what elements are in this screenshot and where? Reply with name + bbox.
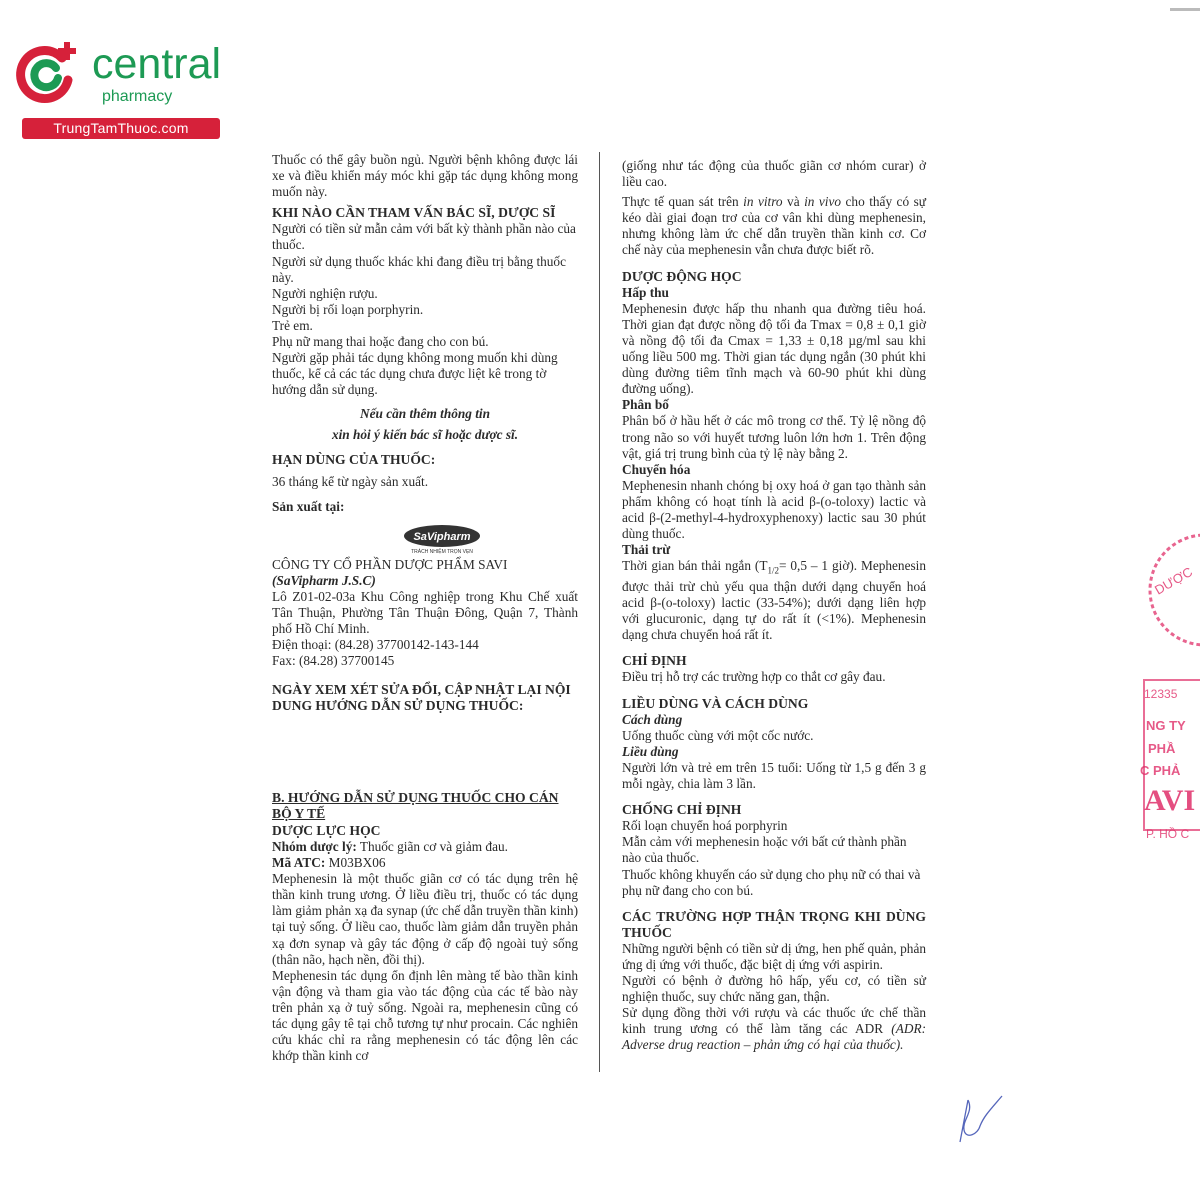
dose-text: Người lớn và trẻ em trên 15 tuổi: Uống từ 1,5 g đến 3 g mỗi ngày, chia làm 3 lần. <box>622 759 926 792</box>
atc-code <box>272 855 578 871</box>
company-name: CÔNG TY CỔ PHẦN DƯỢC PHẨM SAVI <box>272 556 508 572</box>
group-value: Thuốc giãn cơ và giảm đau. <box>356 839 508 854</box>
stamp-line: 12335 <box>1144 687 1178 701</box>
signature <box>950 1090 1010 1150</box>
contraindication-heading: CHỐNG CHỈ ĐỊNH <box>622 802 742 818</box>
caution-text: Sử dụng đồng thời với rượu và các thuốc ức chế thần kinh trung ương có thể làm tăng các ADR (ADR: Adverse drug reaction – phản ứng có hại của thuốc). <box>622 1005 926 1053</box>
distribution-heading: Phân bố <box>622 397 669 413</box>
contraindication-item: Thuốc không khuyến cáo sử dụng cho phụ nữ có thai và phụ nữ đang cho con bú. <box>622 866 921 898</box>
made-at-label: Sản xuất tại: <box>272 498 345 514</box>
metabolism-text: Mephenesin nhanh chóng bị oxy hoá ở gan tạo thành sản phẩm không có hoạt tính là acid β-(o-toloxy) lactic và acid β-(2-methyl-4-hydroxyphenoxy) lactic sau 30 phút dùng thuốc. <box>622 477 926 542</box>
dosage-heading: LIỀU DÙNG VÀ CÁCH DÙNG <box>622 695 809 711</box>
stamp-line: P. HỒ C <box>1146 827 1190 840</box>
consult-item: Người bị rối loạn porphyrin. <box>272 301 424 317</box>
stamp-line: C PHẢ <box>1140 763 1181 778</box>
atc-value: M03BX06 <box>325 855 386 871</box>
elimination-text: Thời gian bán thải ngắn ($T_{1/2}= 0,5 - 1$ giờ). Mephenesin được thải trừ chủ yếu qua thận dưới dạng chuyển hoá acid β-(o-toloxy) lactic (33-54%); dưới dạng liên hợp với glucuronic, dạng tự do rất ít (<1%). Mephenesin dạng chưa chuyển hoá rất ít. <box>622 558 926 643</box>
expiry-text: 36 tháng kể từ ngày sản xuất. <box>272 473 429 489</box>
stamp-top-text: DƯỢC <box>1152 564 1196 598</box>
caution-text: Những người bệnh có tiền sử dị ứng, hen phế quản, phản ứng dị ứng với thuốc, đặc biệt dị ứng với aspirin. <box>622 940 926 972</box>
company-phone: Điện thoại: (84.28) 37700142-143-144 <box>272 637 479 653</box>
pharmacodynamics-continued: (giống như tác động của thuốc giãn cơ nhóm curar) ở liều cao. <box>622 158 926 190</box>
pharmacodynamics-paragraph: Mephenesin là một thuốc giãn cơ có tác dụng trên hệ thần kinh trung ương. Ở liều điều trị, thuốc có tác dụng làm giảm phản xạ đa synap (ức chế dẫn truyền thần kinh) tại tuỷ sống. Ở liều cao, thuốc làm giảm dẫn truyền phản xạ đơn synap và gây tác động ở cấp độ ngoài tuỷ sống (thân não, hạch nền, đồi thị). <box>272 871 578 967</box>
consult-item: Người có tiền sử mẫn cảm với bất kỳ thành phần nào của thuốc. <box>272 221 576 253</box>
caution-heading: CÁC TRƯỜNG HỢP THẬN TRỌNG KHI DÙNG THUỐC <box>622 908 926 940</box>
pharmacodynamics-paragraph: Mephenesin tác dụng ổn định lên màng tế bào thần kinh vận động và tham gia vào tác động của các tế bào này trên phản xạ ở tuỷ sống. Ngoài ra, mephenesin cũng có tác dụng gây tê tại chỗ tương tự như procain. Các nghiên cứu khác chỉ ra rằng mephenesin có tác động lên các khớp thần kinh cơ <box>272 967 578 1064</box>
brand-logo <box>10 38 220 138</box>
group-label: Nhóm dược lý: <box>272 839 357 854</box>
contraindication-item: Mẫn cảm với mephenesin hoặc với bất cứ thành phần nào của thuốc. <box>622 834 907 866</box>
stamp-line: PHẦ <box>1148 741 1176 756</box>
consult-item: Người nghiện rượu. <box>272 285 378 301</box>
brand-name: central <box>92 40 222 88</box>
company-stamp <box>1130 520 1200 840</box>
brand-subtitle: pharmacy <box>102 88 173 105</box>
distribution-text: Phân bố ở hầu hết ở các mô trong cơ thể. Tỷ lệ nồng độ trong não so với huyết tương luôn lớn hơn 1. Trên động vật, giá trị trung bình của tỷ lệ này bằng 2. <box>622 413 926 461</box>
consult-item: Trẻ em. <box>272 317 313 333</box>
expiry-heading: HẠN DÙNG CỦA THUỐC: <box>272 451 436 467</box>
in-vitro-paragraph: Thực tế quan sát trên in vitro và in vivo cho thấy có sự kéo dài giai đoạn trơ của cơ vân khi dùng mephenesin, nhưng không làm ức chế dẫn truyền thần kinh cơ. Cơ chế này của mephenesin vẫn chưa được biết rõ. <box>622 194 926 258</box>
right-column <box>622 158 926 1054</box>
pharmacological-group <box>272 839 578 855</box>
dose-heading: Liều dùng <box>622 743 679 759</box>
elimination-heading: Thải trừ <box>622 542 671 558</box>
absorption-heading: Hấp thu <box>622 284 669 300</box>
pharmacy-cross-icon <box>14 40 80 106</box>
contraindication-item: Rối loạn chuyển hoá porphyrin <box>622 818 788 834</box>
consult-item: Người sử dụng thuốc khác khi đang điều trị bằng thuốc này. <box>272 253 566 285</box>
brand-website[interactable]: TrungTamThuoc.com <box>22 118 220 139</box>
left-column <box>272 152 578 1064</box>
company-address: Lô Z01-02-03a Khu Công nghiệp trong Khu Chế xuất Tân Thuận, Phường Tân Thuận Đông, Quận 7, Thành phố Hồ Chí Minh. <box>272 589 578 637</box>
metabolism-heading: Chuyển hóa <box>622 461 691 477</box>
indication-text: Điều trị hỗ trợ các trường hợp co thắt cơ gây đau. <box>622 669 886 685</box>
section-b-heading: B. HƯỚNG DẪN SỬ DỤNG THUỐC CHO CÁN BỘ Y TẾ <box>272 789 559 821</box>
stamp-line: AVI <box>1144 784 1196 817</box>
savipharm-logo <box>402 523 482 555</box>
usage-heading: Cách dùng <box>622 711 683 727</box>
review-date-heading: NGÀY XEM XÉT SỬA ĐỔI, CẬP NHẬT LẠI NỘI DUNG HƯỚNG DẪN SỬ DỤNG THUỐC: <box>272 681 571 713</box>
consult-item: Người gặp phải tác dụng không mong muốn khi dùng thuốc, kể cả các tác dụng chưa được liệt kê trong tờ hướng dẫn sử dụng. <box>272 350 558 398</box>
absorption-text: Mephenesin được hấp thu nhanh qua đường tiêu hoá. Thời gian đạt được nồng độ tối đa Tmax = 0,8 ± 0,1 giờ và nồng độ tối đa Cmax = 1,33 ± 0,18 µg/ml sau khi uống liều 500 mg. Thời gian tác dụng ngắn (30 phút khi dùng đường tiêm tĩnh mạch và 60-90 phút khi dùng đường uống). <box>622 300 926 397</box>
consult-heading: KHI NÀO CẦN THAM VẤN BÁC SĨ, DƯỢC SĨ <box>272 205 556 221</box>
savipharm-logo-text: SaVipharm <box>413 530 471 543</box>
column-divider <box>599 152 600 1072</box>
usage-text: Uống thuốc cùng với một cốc nước. <box>622 727 814 743</box>
savipharm-tagline: TRÁCH NHIỆM TRỌN VẸN <box>411 548 473 555</box>
info-note-line2: xin hỏi ý kiến bác sĩ hoặc dược sĩ. <box>331 426 519 442</box>
company-fax: Fax: (84.28) 37700145 <box>272 653 395 669</box>
atc-label: Mã ATC: <box>272 855 326 871</box>
indication-heading: CHỈ ĐỊNH <box>622 653 687 669</box>
drowsiness-warning: Thuốc có thể gây buồn ngủ. Người bệnh không được lái xe và điều khiển máy móc khi gặp tác dụng không mong muốn này. <box>272 152 578 200</box>
scan-edge-mark <box>1170 8 1200 11</box>
consult-item: Phụ nữ mang thai hoặc đang cho con bú. <box>272 334 489 350</box>
stamp-line: NG TY <box>1146 718 1186 733</box>
caution-text: Người có bệnh ở đường hô hấp, yếu cơ, có tiền sử nghiện thuốc, suy chức năng gan, thận. <box>622 973 926 1005</box>
pharmacokinetics-heading: DƯỢC ĐỘNG HỌC <box>622 268 742 284</box>
pharmacodynamics-heading: DƯỢC LỰC HỌC <box>272 822 381 838</box>
info-note-line1: Nếu cần thêm thông tin <box>359 406 491 422</box>
company-short-name: (SaVipharm J.S.C) <box>272 572 376 588</box>
